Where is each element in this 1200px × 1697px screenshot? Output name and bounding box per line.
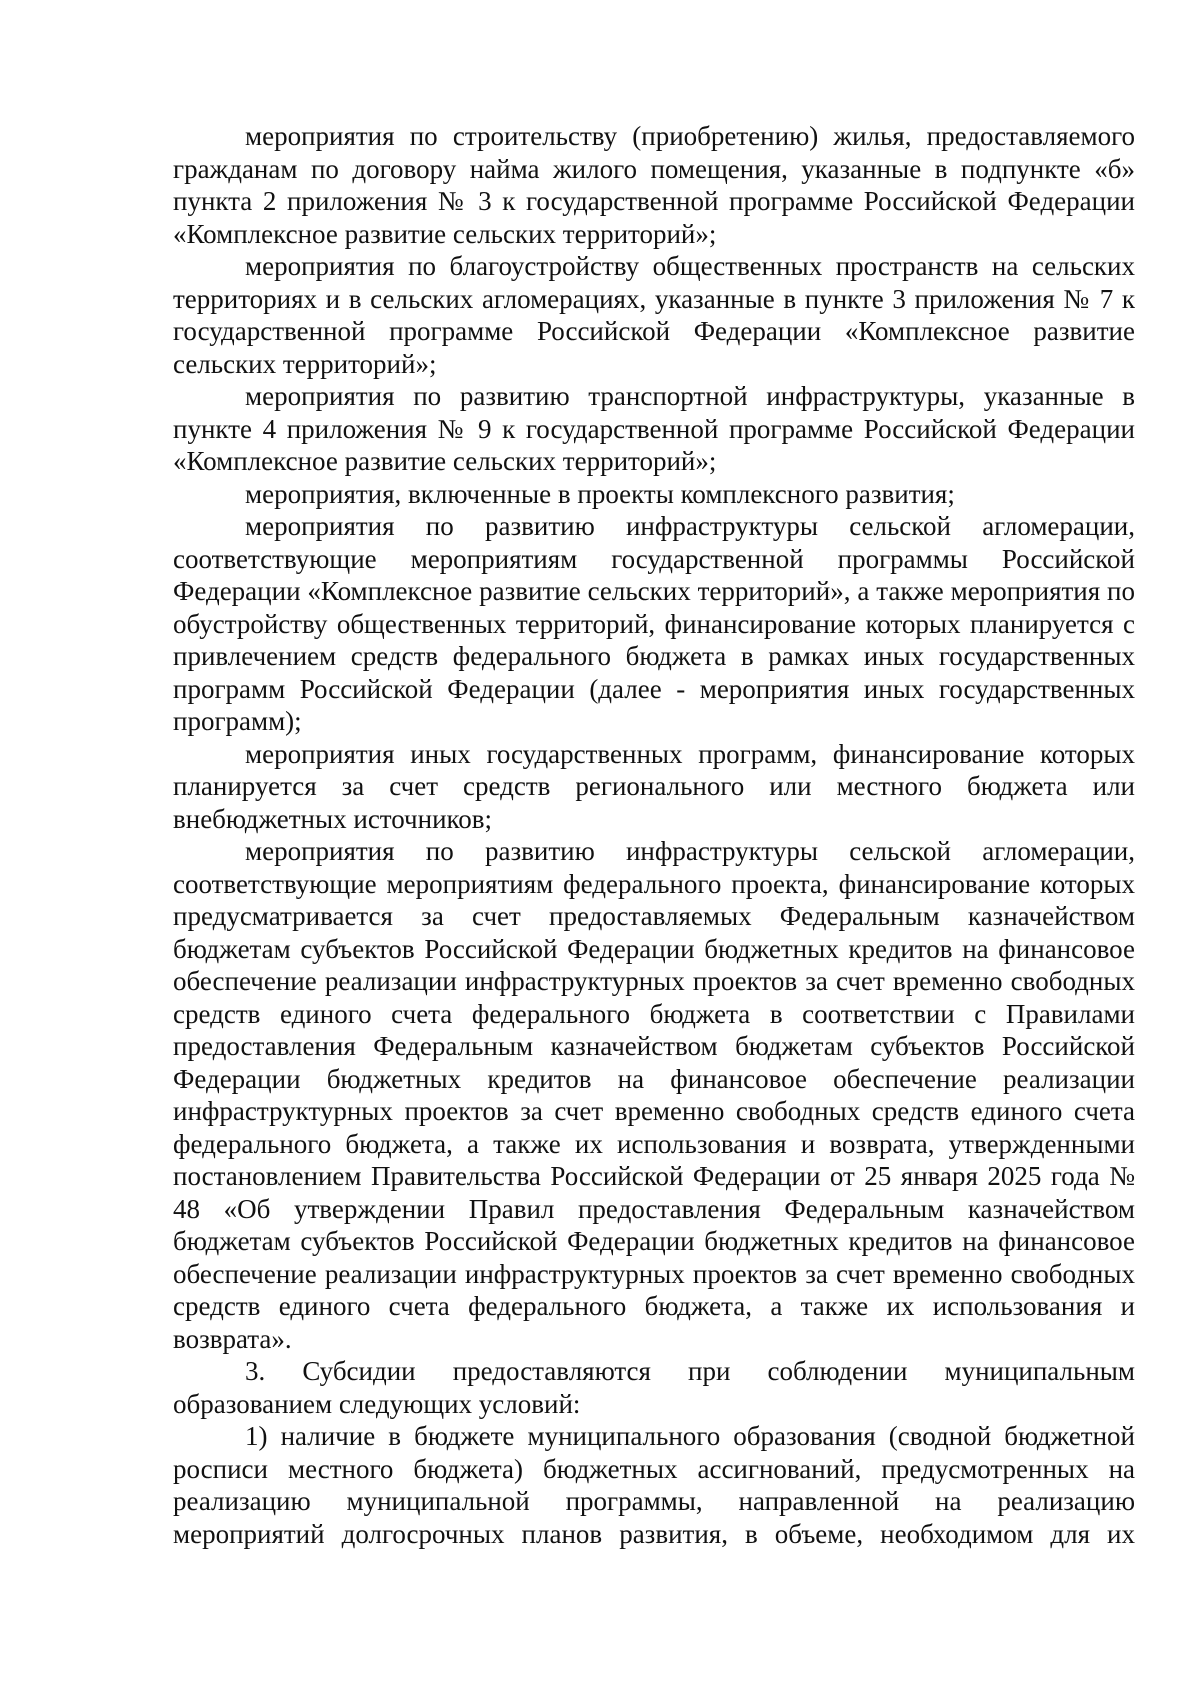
document-page	[173, 120, 1135, 1550]
paragraph-condition-1: 1) наличие в бюджете муниципального образования (сводной бюджетной росписи местного бюджета) бюджетных ассигнований, предусмотренных на реализацию муниципальной программы, направленной на реализацию мероприятий долгосрочных планов развития, в объеме, необходимом для их	[173, 1421, 1135, 1549]
paragraph-transport-infrastructure: мероприятия по развитию транспортной инфраструктуры, указанные в пункте 4 приложения № 9 к государственной программе Российской Федерации «Комплексное развитие сельских территорий»;	[173, 381, 1135, 476]
paragraph-public-spaces: мероприятия по благоустройству общественных пространств на сельских территориях и в сельских агломерациях, указанные в пункте 3 приложения № 7 к государственной программе Российской Федерации «Комплексное развитие сельских территорий»;	[173, 251, 1135, 379]
paragraph-other-programs-funding: мероприятия иных государственных программ, финансирование которых планируется за счет средств регионального или местного бюджета или внебюджетных источников;	[173, 738, 1135, 834]
paragraph-agglomeration-infrastructure: мероприятия по развитию инфраструктуры сельской агломерации, соответствующие мероприятиям государственной программы Российской Федерации «Комплексное развитие сельских территорий», а также мероприятия по обустройству общественных территорий, финансирование которых планируется с привлечением средств федерального бюджета в рамках иных государственных программ Российской Федерации (далее - мероприятия иных государственных программ);	[173, 511, 1135, 736]
paragraph-federal-project-credits: мероприятия по развитию инфраструктуры сельской агломерации, соответствующие мероприятиям федерального проекта, финансирование которых предусматривается за счет предоставляемых Федеральным казначейством бюджетам субъектов Российской Федерации бюджетных кредитов на финансовое обеспечение реализации инфраструктурных проектов за счет временно свободных средств единого счета федерального бюджета в соответствии с Правилами предоставления Федеральным казначейством бюджетам субъектов Российской Федерации бюджетных кредитов на финансовое обеспечение реализации инфраструктурных проектов за счет временно свободных средств единого счета федерального бюджета, а также их использования и возврата, утвержденными постановлением Правительства Российской Федерации от 25 января 2025 года № 48 «Об утверждении Правил предоставления Федеральным казначейством бюджетам субъектов Российской Федерации бюджетных кредитов на финансовое обеспечение реализации инфраструктурных проектов за счет временно свободных средств единого счета федерального бюджета, а также их использования и возврата».	[173, 836, 1135, 1354]
paragraph-housing-construction: мероприятия по строительству (приобретению) жилья, предоставляемого гражданам по договору найма жилого помещения, указанные в подпункте «б» пункта 2 приложения № 3 к государственной программе Российской Федерации «Комплексное развитие сельских территорий»;	[173, 121, 1135, 249]
paragraph-complex-development-projects: мероприятия, включенные в проекты комплексного развития;	[245, 478, 955, 509]
paragraph-subsidy-conditions: 3. Субсидии предоставляются при соблюдении муниципальным образованием следующих условий:	[173, 1356, 1135, 1419]
